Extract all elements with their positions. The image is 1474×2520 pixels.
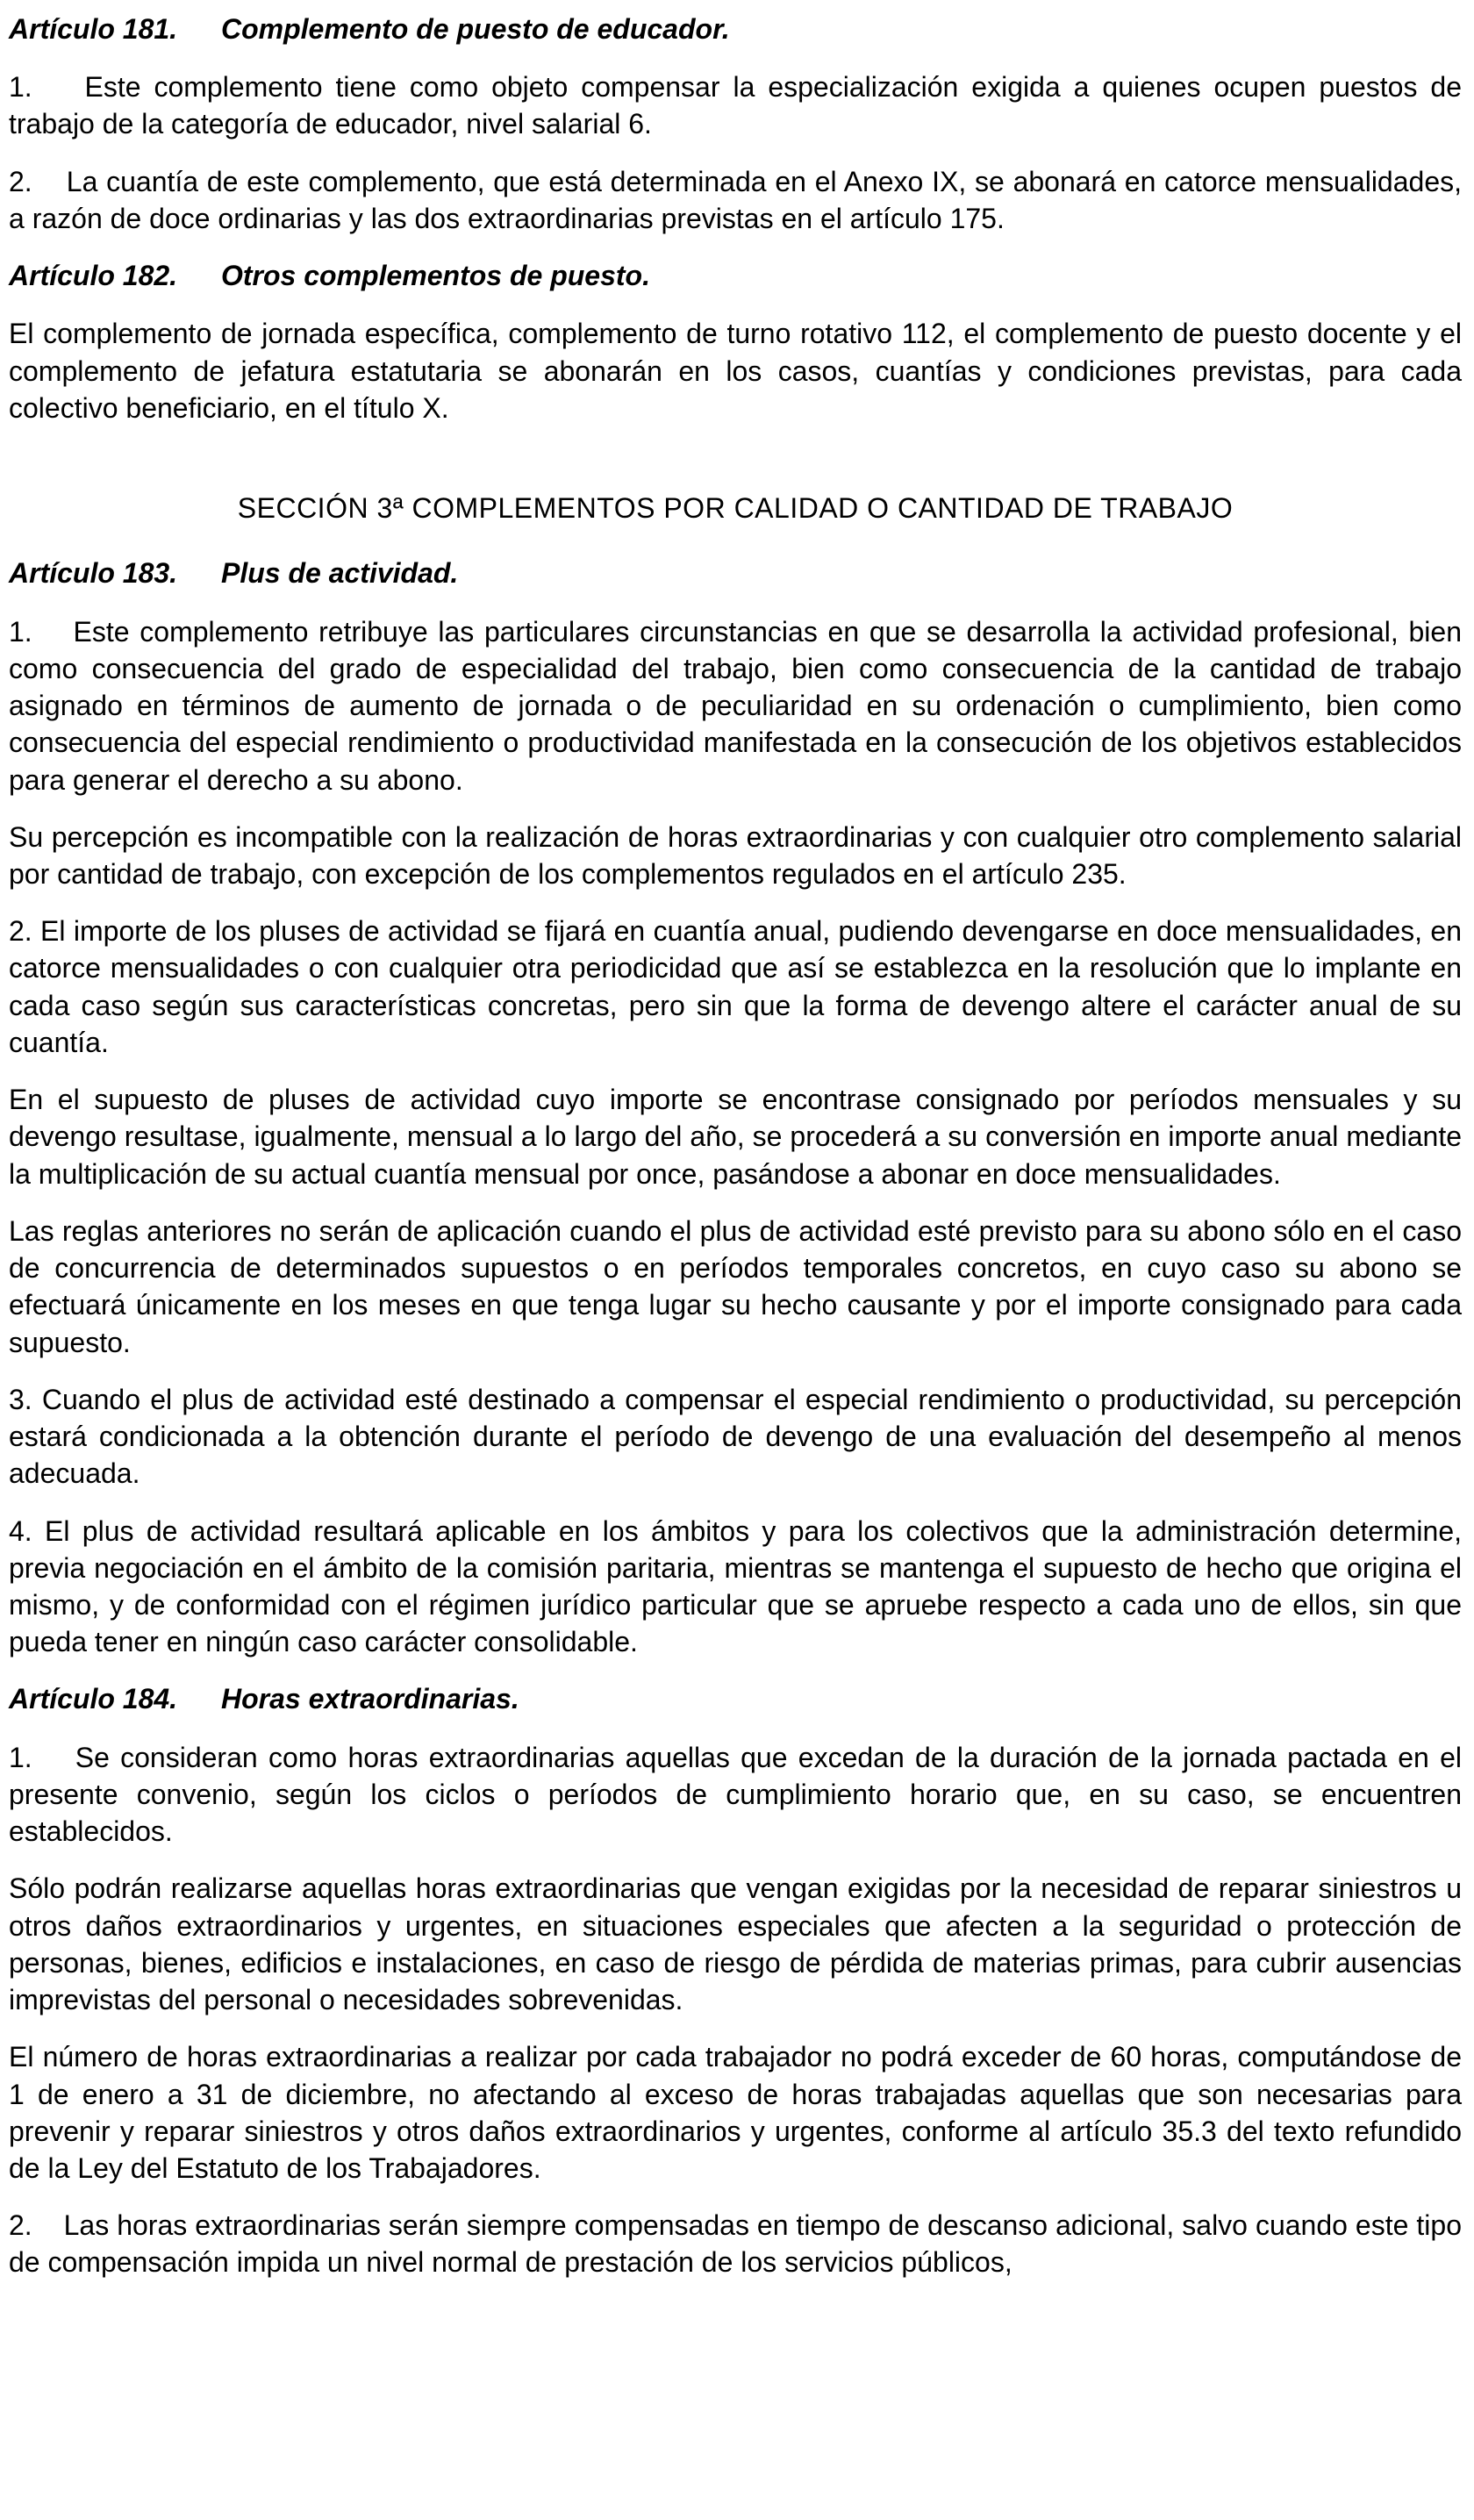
article-title: Otros complementos de puesto. bbox=[221, 260, 650, 292]
paragraph: 2. Las horas extraordinarias serán siempre compensadas en tiempo de descanso adicional, salvo cuando este tipo de compensación impida un nivel normal de prestación de los servicios públicos, bbox=[9, 2209, 1462, 2279]
section-heading: SECCIÓN 3ª COMPLEMENTOS POR CALIDAD O CANTIDAD DE TRABAJO bbox=[237, 492, 1234, 525]
article-number: Artículo 184. bbox=[9, 1683, 178, 1715]
article-heading bbox=[9, 11, 1462, 47]
article-number: Artículo 183. bbox=[9, 557, 178, 590]
paragraph: 4. El plus de actividad resultará aplicable en los ámbitos y para los colectivos que la administración determine, previa negociación en el ámbito de la comisión paritaria, mientras se mantenga el supuesto de hecho que origina el mismo, y de conformidad con el régimen jurídico particular que se apruebe respecto a cada uno de ellos, sin que pueda tener en ningún caso carácter consolidable. bbox=[9, 1514, 1462, 1658]
paragraph: El número de horas extraordinarias a realizar por cada trabajador no podrá exceder de 60 horas, computándose de 1 de enero a 31 de diciembre, no afectando al exceso de horas trabajadas aquellas que son necesarias para prevenir y reparar siniestros y otros daños extraordinarios y urgentes, conforme al artículo 35.3 del texto refundido de la Ley del Estatuto de los Trabajadores. bbox=[9, 2041, 1462, 2185]
paragraph: 2. La cuantía de este complemento, que está determinada en el Anexo IX, se abonará en catorce mensualidades, a razón de doce ordinarias y las dos extraordinarias previstas en el artículo 175. bbox=[9, 165, 1462, 234]
paragraph: Las reglas anteriores no serán de aplicación cuando el plus de actividad esté previsto para su abono sólo en el caso de concurrencia de determinados supuestos o en períodos temporales concretos, en cuyo caso su abono se efectuará únicamente en los meses en que tenga lugar su hecho causante y por el importe consignado para cada supuesto. bbox=[9, 1214, 1462, 1358]
article-heading bbox=[9, 1680, 1462, 1717]
article-number: Artículo 182. bbox=[9, 260, 178, 292]
article-number: Artículo 181. bbox=[9, 13, 178, 45]
paragraph: Su percepción es incompatible con la realización de horas extraordinarias y con cualquier otro complemento salarial por cantidad de trabajo, con excepción de los complementos regulados en el artículo 235. bbox=[9, 820, 1462, 890]
article-title: Horas extraordinarias. bbox=[221, 1683, 519, 1715]
paragraph: 2. El importe de los pluses de actividad se fijará en cuantía anual, pudiendo devengarse en doce mensualidades, en catorce mensualidades o con cualquier otra periodicidad que así se establezca en la resolución que lo implante en cada caso según sus características concretas, pero sin que la forma de devengo altere el carácter anual de su cuantía. bbox=[9, 915, 1462, 1058]
paragraph: En el supuesto de pluses de actividad cuyo importe se encontrase consignado por períodos mensuales y su devengo resultase, igualmente, mensual a lo largo del año, se procederá a su conversión en importe anual mediante la multiplicación de su actual cuantía mensual por once, pasándose a abonar en doce mensualidades. bbox=[9, 1084, 1462, 1190]
article-title: Plus de actividad. bbox=[221, 557, 459, 590]
paragraph: El complemento de jornada específica, complemento de turno rotativo 112, el complemento de puesto docente y el complemento de jefatura estatutaria se abonarán en los casos, cuantías y condiciones previstas, para cada colectivo beneficiario, en el título X. bbox=[9, 318, 1462, 424]
paragraph: 3. Cuando el plus de actividad esté destinado a compensar el especial rendimiento o productividad, su percepción estará condicionada a la obtención durante el período de devengo de una evaluación del desempeño al menos adecuada. bbox=[9, 1383, 1462, 1490]
paragraph: 1. Se consideran como horas extraordinarias aquellas que excedan de la duración de la jornada pactada en el presente convenio, según los ciclos o períodos de cumplimiento horario que, en su caso, se encuentren establecidos. bbox=[9, 1741, 1462, 1848]
paragraph: 1. Este complemento retribuye las particulares circunstancias en que se desarrolla la actividad profesional, bien como consecuencia del grado de especialidad del trabajo, bien como consecuencia de la cantidad de trabajo asignado en términos de aumento de jornada o de peculiaridad en su ordenación o cumplimiento, bien como consecuencia del especial rendimiento o productividad manifestada en la consecución de los objetivos establecidos para generar el derecho a su abono. bbox=[9, 615, 1462, 796]
article-title: Complemento de puesto de educador. bbox=[221, 13, 730, 45]
paragraph: Sólo podrán realizarse aquellas horas extraordinarias que vengan exigidas por la necesidad de reparar siniestros u otros daños extraordinarios y urgentes, en situaciones especiales que afecten a la seguridad o protección de personas, bienes, edificios e instalaciones, en caso de riesgo de pérdida de materias primas, para cubrir ausencias imprevistas del personal o necesidades sobrevenidas. bbox=[9, 1872, 1462, 2016]
article-heading bbox=[9, 257, 1462, 294]
article-heading bbox=[9, 555, 1462, 591]
paragraph: 1. Este complemento tiene como objeto compensar la especialización exigida a quienes ocupen puestos de trabajo de la categoría de educador, nivel salarial 6. bbox=[9, 71, 1462, 140]
